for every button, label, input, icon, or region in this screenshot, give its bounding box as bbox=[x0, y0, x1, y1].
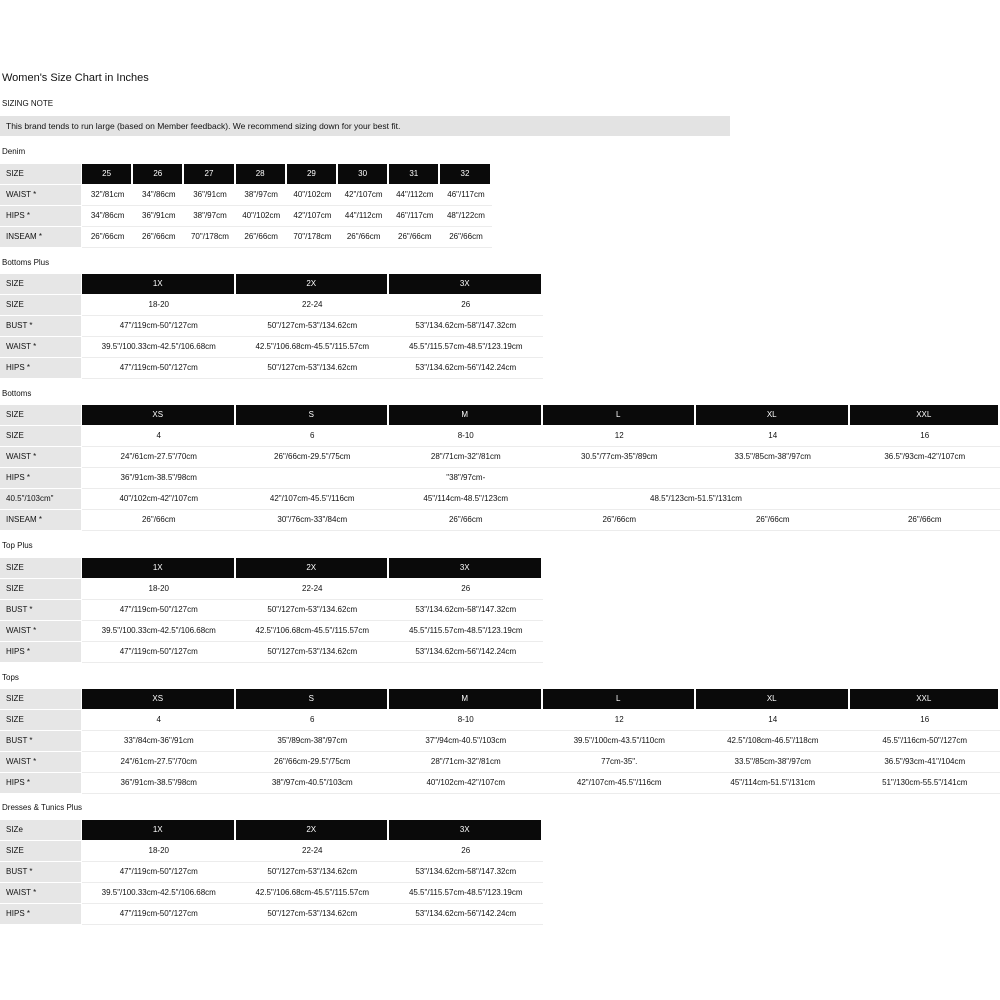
table-row bbox=[0, 904, 1000, 925]
table-cell: 50"/127cm-53"/134.62cm bbox=[236, 358, 390, 379]
table-cell: 33.5"/85cm-38"/97cm bbox=[696, 752, 850, 773]
table-cell bbox=[543, 468, 697, 489]
table-cell: 26"/66cm bbox=[440, 227, 491, 248]
table-cell bbox=[696, 489, 850, 510]
size-header-cell: XS bbox=[82, 405, 236, 425]
size-header-cell: 26 bbox=[133, 164, 184, 184]
table-cell: 53"/134.62cm-56"/142.24cm bbox=[389, 904, 543, 925]
size-header-cell: 2X bbox=[236, 558, 390, 578]
table-cell: 34"/86cm bbox=[82, 206, 133, 227]
table-cell: 47"/119cm-50"/127cm bbox=[82, 862, 236, 883]
table-cell: 48"/122cm bbox=[440, 206, 491, 227]
table-cell: 6 bbox=[236, 710, 390, 731]
table-cell: 33"/84cm-36"/91cm bbox=[82, 731, 236, 752]
table-cell: 44"/112cm bbox=[338, 206, 389, 227]
size-header-cell: 27 bbox=[184, 164, 235, 184]
size-header-cell: 3X bbox=[389, 274, 543, 294]
table-cell: 24"/61cm-27.5"/70cm bbox=[82, 447, 236, 468]
table-cell: 26"/66cm bbox=[696, 510, 850, 531]
row-label: BUST * bbox=[0, 600, 81, 620]
table-row bbox=[0, 227, 1000, 248]
table-cell: 45.5"/115.57cm-48.5"/123.19cm bbox=[389, 883, 543, 904]
size-header-cell: XL bbox=[696, 689, 850, 709]
table-cell: 50"/127cm-53"/134.62cm bbox=[236, 904, 390, 925]
row-label: HIPS * bbox=[0, 468, 81, 488]
row-label: HIPS * bbox=[0, 773, 81, 793]
table-cell: 28"/71cm-32"/81cm bbox=[389, 447, 543, 468]
table-cell: 18-20 bbox=[82, 841, 236, 862]
table-cell: 53"/134.62cm-56"/142.24cm bbox=[389, 642, 543, 663]
row-label: HIPS * bbox=[0, 358, 81, 378]
table-cell: 36"/91cm-38.5"/98cm bbox=[82, 773, 236, 794]
table-cell: 14 bbox=[696, 710, 850, 731]
table-cell: 12 bbox=[543, 426, 697, 447]
table-cell bbox=[236, 468, 390, 489]
table-cell: 40"/102cm bbox=[236, 206, 287, 227]
table-row bbox=[0, 883, 1000, 904]
table-row bbox=[0, 358, 1000, 379]
size-header-cell: 1X bbox=[82, 274, 236, 294]
row-label: 40.5"/103cm" bbox=[0, 489, 81, 509]
table-row bbox=[0, 489, 1000, 510]
size-header-cell: 31 bbox=[389, 164, 440, 184]
table-cell: 26"/66cm bbox=[338, 227, 389, 248]
table-cell: 50"/127cm-53"/134.62cm bbox=[236, 600, 390, 621]
page-title: Women's Size Chart in Inches bbox=[2, 72, 149, 84]
table-cell: 42"/107cm bbox=[287, 206, 338, 227]
row-label: WAIST * bbox=[0, 447, 81, 467]
table-row bbox=[0, 621, 1000, 642]
size-header-cell: S bbox=[236, 689, 390, 709]
table-cell: 33.5"/85cm-38"/97cm bbox=[696, 447, 850, 468]
table-cell: 36"/91cm bbox=[184, 185, 235, 206]
table-cell: 48.5"/123cm-51.5"/131cm bbox=[543, 489, 850, 510]
size-header-cell: L bbox=[543, 405, 697, 425]
size-header-cell: M bbox=[389, 689, 543, 709]
table-cell: 4 bbox=[82, 710, 236, 731]
table-cell: 46"/117cm bbox=[389, 206, 440, 227]
table-row bbox=[0, 752, 1000, 773]
table-cell: 42.5"/108cm-46.5"/118cm bbox=[696, 731, 850, 752]
table-row bbox=[0, 337, 1000, 358]
table-row bbox=[0, 600, 1000, 621]
size-header-cell: XL bbox=[696, 405, 850, 425]
table-cell: 50"/127cm-53"/134.62cm bbox=[236, 862, 390, 883]
table-row bbox=[0, 426, 1000, 447]
table-header-row bbox=[0, 164, 1000, 185]
size-header-cell: XXL bbox=[850, 689, 1000, 709]
row-label: INSEAM * bbox=[0, 227, 81, 247]
table-cell: 6 bbox=[236, 426, 390, 447]
table-row bbox=[0, 206, 1000, 227]
size-header-cell: L bbox=[543, 689, 697, 709]
table-cell: 50"/127cm-53"/134.62cm bbox=[236, 316, 390, 337]
row-label: BUST * bbox=[0, 731, 81, 751]
table-cell: 26"/66cm bbox=[389, 510, 543, 531]
table-cell: 30"/76cm-33"/84cm bbox=[236, 510, 390, 531]
table-cell: 26 bbox=[389, 841, 543, 862]
size-header-cell: XXL bbox=[850, 405, 1000, 425]
size-header-cell: M bbox=[389, 405, 543, 425]
table-cell: 40"/102cm-42"/107cm bbox=[82, 489, 236, 510]
table-cell: 36"/91cm-38.5"/98cm bbox=[82, 468, 236, 489]
table-cell: 37"/94cm-40.5"/103cm bbox=[389, 731, 543, 752]
table-row bbox=[0, 295, 1000, 316]
table-row bbox=[0, 316, 1000, 337]
table-cell: 4 bbox=[82, 426, 236, 447]
size-header-cell: 30 bbox=[338, 164, 389, 184]
row-label: WAIST * bbox=[0, 185, 81, 205]
table-cell: 47"/119cm-50"/127cm bbox=[82, 904, 236, 925]
table-cell: 22-24 bbox=[236, 295, 390, 316]
table-cell: 42"/107cm bbox=[338, 185, 389, 206]
table-cell: 22-24 bbox=[236, 579, 390, 600]
size-header-cell: XS bbox=[82, 689, 236, 709]
table-row bbox=[0, 731, 1000, 752]
size-header-cell: 28 bbox=[236, 164, 287, 184]
table-cell bbox=[696, 468, 850, 489]
table-cell: 40"/102cm bbox=[287, 185, 338, 206]
table-row bbox=[0, 468, 1000, 489]
row-label: SIZE bbox=[0, 274, 81, 294]
table-cell: 36"/91cm bbox=[133, 206, 184, 227]
size-header-cell: 3X bbox=[389, 820, 543, 840]
table-cell: 45.5"/116cm-50"/127cm bbox=[850, 731, 1000, 752]
table-cell: 30.5"/77cm-35"/89cm bbox=[543, 447, 697, 468]
table-cell: 32"/81cm bbox=[82, 185, 133, 206]
table-cell: 16 bbox=[850, 426, 1000, 447]
row-label: HIPS * bbox=[0, 642, 81, 662]
row-label: SIZE bbox=[0, 689, 81, 709]
table-row bbox=[0, 579, 1000, 600]
size-header-cell: 25 bbox=[82, 164, 133, 184]
row-label: BUST * bbox=[0, 316, 81, 336]
table-cell: 16 bbox=[850, 710, 1000, 731]
section-title: Dresses & Tunics Plus bbox=[2, 803, 83, 812]
table-cell: 35"/89cm-38"/97cm bbox=[236, 731, 390, 752]
table-row bbox=[0, 642, 1000, 663]
size-header-cell: 1X bbox=[82, 558, 236, 578]
size-header-cell: 32 bbox=[440, 164, 491, 184]
table-cell: 26"/66cm-29.5"/75cm bbox=[236, 752, 390, 773]
table-row bbox=[0, 862, 1000, 883]
row-label: SIZE bbox=[0, 164, 81, 184]
size-header-cell: S bbox=[236, 405, 390, 425]
table-cell: 38"/97cm bbox=[236, 185, 287, 206]
size-header-cell: 29 bbox=[287, 164, 338, 184]
table-cell: 26 bbox=[389, 295, 543, 316]
size-header-cell: 3X bbox=[389, 558, 543, 578]
row-label: SIZE bbox=[0, 295, 81, 315]
row-label: SIZE bbox=[0, 841, 81, 861]
table-cell: 26"/66cm bbox=[850, 510, 1000, 531]
table-cell: 39.5"/100.33cm-42.5"/106.68cm bbox=[82, 883, 236, 904]
table-cell: 53"/134.62cm-58"/147.32cm bbox=[389, 316, 543, 337]
table-cell: 70"/178cm bbox=[184, 227, 235, 248]
table-cell: 26 bbox=[389, 579, 543, 600]
sizing-note-text: This brand tends to run large (based on Member feedback). We recommend sizing down for your best fit. bbox=[0, 116, 730, 136]
row-label: SIZE bbox=[0, 710, 81, 730]
table-cell: 42.5"/106.68cm-45.5"/115.57cm bbox=[236, 337, 390, 358]
table-cell: 38"/97cm-40.5"/103cm bbox=[236, 773, 390, 794]
table-cell: 53"/134.62cm-58"/147.32cm bbox=[389, 600, 543, 621]
table-cell: 26"/66cm-29.5"/75cm bbox=[236, 447, 390, 468]
row-label: SIZe bbox=[0, 820, 81, 840]
table-cell: 44"/112cm bbox=[389, 185, 440, 206]
table-cell: 45.5"/115.57cm-48.5"/123.19cm bbox=[389, 337, 543, 358]
row-label: HIPS * bbox=[0, 904, 81, 924]
row-label: WAIST * bbox=[0, 752, 81, 772]
size-header-cell: 2X bbox=[236, 274, 390, 294]
table-cell: 46"/117cm bbox=[440, 185, 491, 206]
table-cell: "38"/97cm- bbox=[389, 468, 543, 489]
row-label: SIZE bbox=[0, 426, 81, 446]
table-header-row bbox=[0, 558, 1000, 579]
table-cell: 12 bbox=[543, 710, 697, 731]
table-cell: 8-10 bbox=[389, 426, 543, 447]
table-cell: 47"/119cm-50"/127cm bbox=[82, 316, 236, 337]
table-cell: 26"/66cm bbox=[82, 510, 236, 531]
section-title: Denim bbox=[2, 147, 26, 156]
row-label: SIZE bbox=[0, 405, 81, 425]
table-cell: 18-20 bbox=[82, 579, 236, 600]
table-cell: 24"/61cm-27.5"/70cm bbox=[82, 752, 236, 773]
table-cell: 42.5"/106.68cm-45.5"/115.57cm bbox=[236, 621, 390, 642]
section-title: Bottoms Plus bbox=[2, 258, 50, 267]
table-cell: 47"/119cm-50"/127cm bbox=[82, 358, 236, 379]
table-row bbox=[0, 510, 1000, 531]
table-cell: 26"/66cm bbox=[82, 227, 133, 248]
table-cell: 51"/130cm-55.5"/141cm bbox=[850, 773, 1000, 794]
table-cell: 42"/107cm-45.5"/116cm bbox=[543, 773, 697, 794]
table-cell: 26"/66cm bbox=[389, 227, 440, 248]
table-row bbox=[0, 773, 1000, 794]
row-label: INSEAM * bbox=[0, 510, 81, 530]
table-cell: 70"/178cm bbox=[287, 227, 338, 248]
table-cell: 42.5"/106.68cm-45.5"/115.57cm bbox=[236, 883, 390, 904]
table-cell bbox=[850, 468, 1000, 489]
size-header-cell: 1X bbox=[82, 820, 236, 840]
row-label: WAIST * bbox=[0, 883, 81, 903]
table-cell: 42"/107cm-45.5"/116cm bbox=[236, 489, 390, 510]
table-cell: 39.5"/100cm-43.5"/110cm bbox=[543, 731, 697, 752]
row-label: WAIST * bbox=[0, 621, 81, 641]
table-cell: 26"/66cm bbox=[543, 510, 697, 531]
table-header-row bbox=[0, 405, 1000, 426]
table-cell: 26"/66cm bbox=[236, 227, 287, 248]
table-cell: 45.5"/115.57cm-48.5"/123.19cm bbox=[389, 621, 543, 642]
table-header-row bbox=[0, 274, 1000, 295]
table-cell bbox=[850, 489, 1000, 510]
table-cell: 34"/86cm bbox=[133, 185, 184, 206]
table-cell: 22-24 bbox=[236, 841, 390, 862]
table-cell: 40"/102cm-42"/107cm bbox=[389, 773, 543, 794]
table-cell: 39.5"/100.33cm-42.5"/106.68cm bbox=[82, 337, 236, 358]
table-cell: 14 bbox=[696, 426, 850, 447]
table-cell: 8-10 bbox=[389, 710, 543, 731]
table-cell: 45"/114cm-48.5"/123cm bbox=[389, 489, 543, 510]
table-row bbox=[0, 710, 1000, 731]
table-cell: 38"/97cm bbox=[184, 206, 235, 227]
section-title: Top Plus bbox=[2, 541, 33, 550]
table-header-row bbox=[0, 689, 1000, 710]
sizing-note-label: SIZING NOTE bbox=[2, 99, 54, 108]
size-header-cell: 2X bbox=[236, 820, 390, 840]
row-label: BUST * bbox=[0, 862, 81, 882]
table-cell: 47"/119cm-50"/127cm bbox=[82, 642, 236, 663]
row-label: SIZE bbox=[0, 558, 81, 578]
table-cell: 47"/119cm-50"/127cm bbox=[82, 600, 236, 621]
table-row bbox=[0, 841, 1000, 862]
table-cell: 18-20 bbox=[82, 295, 236, 316]
section-title: Tops bbox=[2, 673, 19, 682]
table-cell: 50"/127cm-53"/134.62cm bbox=[236, 642, 390, 663]
table-cell: 53"/134.62cm-56"/142.24cm bbox=[389, 358, 543, 379]
table-cell: 26"/66cm bbox=[133, 227, 184, 248]
row-label: WAIST * bbox=[0, 337, 81, 357]
table-cell: 77cm-35". bbox=[543, 752, 697, 773]
table-header-row bbox=[0, 820, 1000, 841]
row-label: SIZE bbox=[0, 579, 81, 599]
section-title: Bottoms bbox=[2, 389, 32, 398]
table-cell: 53"/134.62cm-58"/147.32cm bbox=[389, 862, 543, 883]
table-cell: 36.5"/93cm-41"/104cm bbox=[850, 752, 1000, 773]
row-label: HIPS * bbox=[0, 206, 81, 226]
table-cell: 45"/114cm-51.5"/131cm bbox=[696, 773, 850, 794]
table-cell: 28"/71cm-32"/81cm bbox=[389, 752, 543, 773]
table-row bbox=[0, 447, 1000, 468]
table-cell: 39.5"/100.33cm-42.5"/106.68cm bbox=[82, 621, 236, 642]
table-row bbox=[0, 185, 1000, 206]
table-cell: 36.5"/93cm-42"/107cm bbox=[850, 447, 1000, 468]
